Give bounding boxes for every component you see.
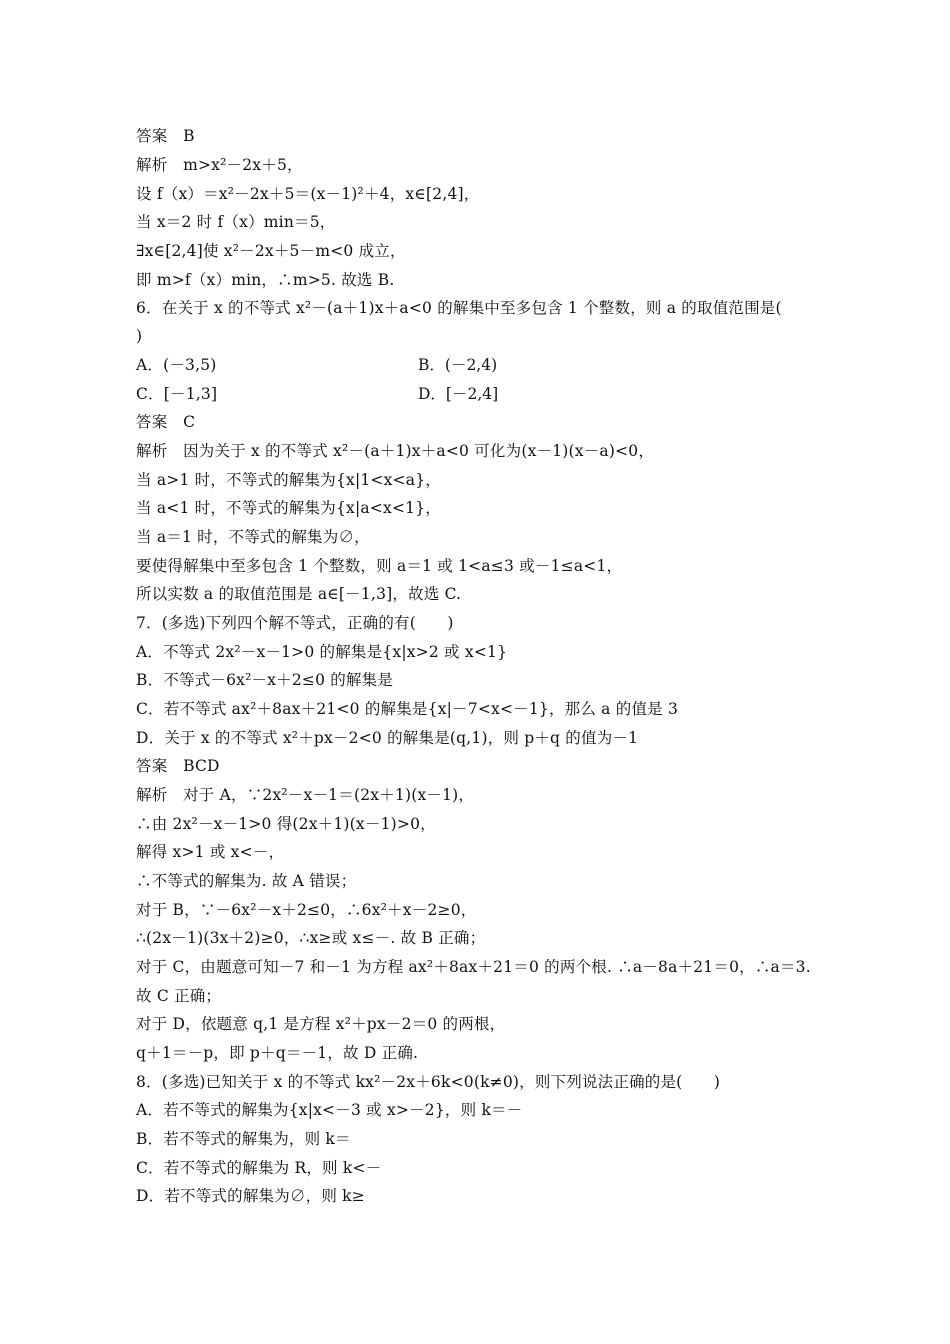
- analysis-6-line-2: 当 a>1 时，不等式的解集为{x|1<x<a}，: [136, 471, 441, 489]
- answer-6: 答案 C: [136, 413, 196, 431]
- question-8-option-b: B．若不等式的解集为，则 k＝: [136, 1130, 351, 1148]
- question-7-option-b: B．不等式－6x²－x＋2≤0 的解集是: [136, 671, 394, 689]
- analysis-6-line-1: 解析 因为关于 x 的不等式 x²－(a＋1)x＋a<0 可化为(x－1)(x－a)<0，: [136, 442, 655, 460]
- analysis-7-line-6: ∴(2x－1)(3x＋2)≥0，∴x≥或 x≤－. 故 B 正确；: [136, 929, 486, 947]
- question-6-option-a: A．(－3,5): [136, 356, 217, 374]
- analysis-7-line-8: 故 C 正确；: [136, 987, 222, 1005]
- question-6-option-d: D．[－2,4]: [418, 385, 499, 403]
- analysis-7-line-4: ∴不等式的解集为. 故 A 错误；: [136, 872, 357, 890]
- question-8-option-a: A．若不等式的解集为{x|x<－3 或 x>－2}，则 k＝－: [136, 1101, 523, 1119]
- analysis-5-line-5: 即 m>f（x）min，∴m>5. 故选 B.: [136, 271, 395, 289]
- question-8-option-d: D．若不等式的解集为∅，则 k≥: [136, 1187, 365, 1205]
- analysis-5-line-3: 当 x＝2 时 f（x）min＝5，: [136, 213, 336, 231]
- question-8-option-c: C．若不等式的解集为 R，则 k<－: [136, 1159, 382, 1177]
- analysis-5-line-2: 设 f（x）＝x²－2x＋5＝(x－1)²＋4，x∈[2,4]，: [136, 185, 480, 203]
- answer-5: 答案 B: [136, 127, 195, 145]
- analysis-7-line-3: 解得 x>1 或 x<－，: [136, 843, 285, 861]
- analysis-6-line-3: 当 a<1 时，不等式的解集为{x|a<x<1}，: [136, 499, 441, 517]
- question-6-option-b: B．(－2,4): [418, 356, 498, 374]
- analysis-7-line-9: 对于 D，依题意 q,1 是方程 x²＋px－2＝0 的两根，: [136, 1015, 506, 1033]
- question-7-option-d: D．关于 x 的不等式 x²＋px－2<0 的解集是(q,1)，则 p＋q 的值为－1: [136, 729, 639, 747]
- question-6-stem: 6．在关于 x 的不等式 x²－(a＋1)x＋a<0 的解集中至多包含 1 个整数，则 a 的取值范围是(: [136, 299, 782, 317]
- analysis-6-line-4: 当 a＝1 时，不等式的解集为∅，: [136, 528, 370, 546]
- question-7-option-c: C．若不等式 ax²＋8ax＋21<0 的解集是{x|－7<x<－1}，那么 a 的值是 3: [136, 700, 679, 718]
- analysis-7-line-5: 对于 B，∵－6x²－x＋2≤0，∴6x²＋x－2≥0，: [136, 901, 477, 919]
- analysis-7-line-1: 解析 对于 A，∵2x²－x－1＝(2x＋1)(x－1)，: [136, 786, 475, 804]
- analysis-7-line-2: ∴由 2x²－x－1>0 得(2x＋1)(x－1)>0，: [136, 815, 436, 833]
- question-6-stem-cont: ): [136, 327, 143, 345]
- question-7-option-a: A．不等式 2x²－x－1>0 的解集是{x|x>2 或 x<1}: [136, 643, 508, 661]
- analysis-7-line-10: q＋1＝－p，即 p＋q＝－1，故 D 正确.: [136, 1044, 419, 1062]
- question-8-stem: 8．(多选)已知关于 x 的不等式 kx²－2x＋6k<0(k≠0)，则下列说法正确的是( ): [136, 1073, 721, 1091]
- analysis-7-line-7: 对于 C，由题意可知－7 和－1 为方程 ax²＋8ax＋21＝0 的两个根. ∴a－8a＋21＝0，∴a＝3.: [136, 958, 811, 976]
- question-7-stem: 7．(多选)下列四个解不等式，正确的有( ): [136, 614, 454, 632]
- analysis-6-line-6: 所以实数 a 的取值范围是 a∈[－1,3]，故选 C.: [136, 585, 462, 603]
- question-6-option-c: C．[－1,3]: [136, 385, 218, 403]
- analysis-5-line-1: 解析 m>x²－2x＋5，: [136, 156, 303, 174]
- analysis-6-line-5: 要使得解集中至多包含 1 个整数，则 a＝1 或 1<a≤3 或－1≤a<1，: [136, 557, 623, 575]
- answer-7: 答案 BCD: [136, 757, 220, 775]
- analysis-5-line-4: ∃x∈[2,4]使 x²－2x＋5－m<0 成立，: [136, 242, 406, 260]
